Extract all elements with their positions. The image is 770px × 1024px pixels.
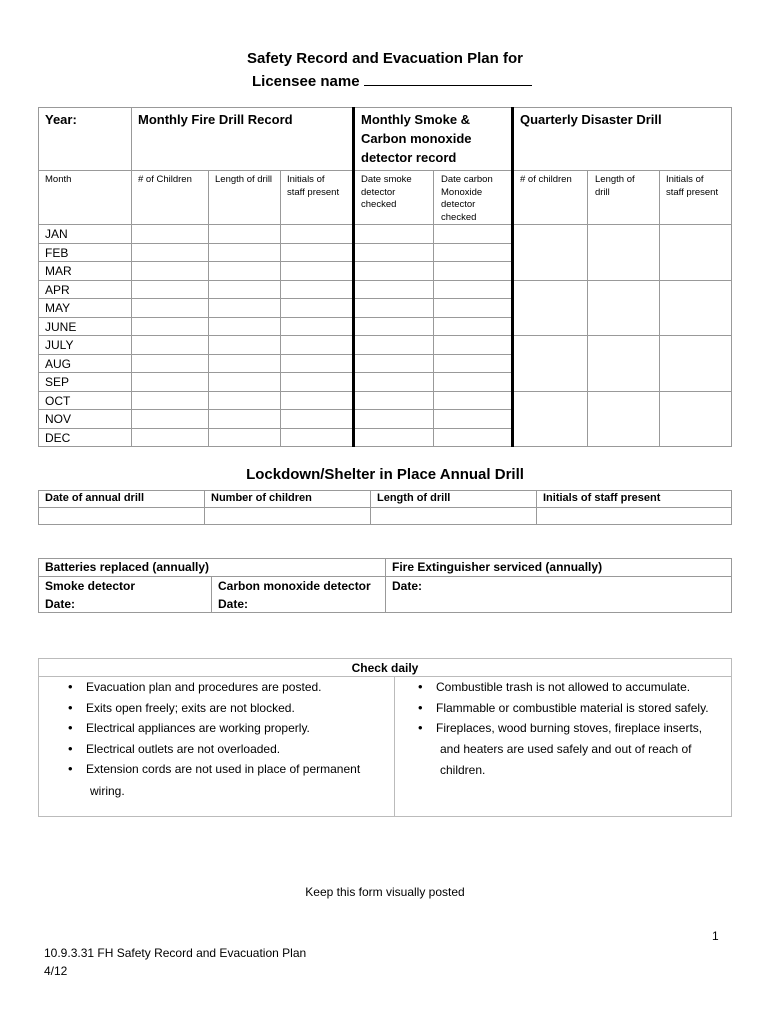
children-col-header: # of Children [138,174,192,185]
form-date: 4/12 [44,964,68,978]
month-nov: NOV [45,412,72,426]
disaster-header: Quarterly Disaster Drill [520,112,662,127]
month-col-header: Month [45,174,72,185]
lockdown-title: Lockdown/Shelter in Place Annual Drill [246,466,524,483]
q-children-col-header: # of children [520,174,572,185]
annual-drill-initials-header: Initials of staff present [543,492,661,504]
right-list-continuation: and heaters are used safely and out of reach of children. [440,742,692,777]
month-may: MAY [45,301,71,315]
month-june: JUNE [45,320,77,334]
posted-note: Keep this form visually posted [305,885,465,899]
page-title: Safety Record and Evacuation Plan for [247,50,523,67]
co-date-col-header: Date carbon Monoxide detector checked [441,174,493,223]
batteries-header: Batteries replaced (annually) [45,560,210,574]
q-length-col-header: Length of drill [595,174,635,198]
licensee-line [252,72,532,90]
q-initials-col-header: Initials of staff present [666,174,719,198]
month-feb: FEB [45,246,69,260]
list-item: • Extension cords are not used in place of permanent [64,759,360,780]
list-item: • Flammable or combustible material is stored safely. [414,698,709,719]
month-july: JULY [45,338,74,352]
month-sep: SEP [45,375,70,389]
smoke-date-label: Date: [45,597,76,611]
list-item: • Electrical outlets are not overloaded. [64,739,360,760]
smoke-date-col-header: Date smoke detector checked [361,174,412,210]
initials-col-header: Initials of staff present [287,174,340,198]
licensee-label: Licensee name [252,73,360,90]
list-item: • Exits open freely; exits are not blocked. [64,698,360,719]
smoke-detector-label: Smoke detector [45,579,136,593]
licensee-name-blank[interactable] [364,72,532,86]
check-daily-right-list [414,677,709,739]
list-item: • Fireplaces, wood burning stoves, fireplace inserts, [414,718,709,739]
form-id: 10.9.3.31 FH Safety Record and Evacuation Plan [44,946,307,960]
extinguisher-header: Fire Extinguisher serviced (annually) [392,560,603,574]
month-jan: JAN [45,227,68,241]
list-item: • Electrical appliances are working properly. [64,718,360,739]
month-apr: APR [45,283,70,297]
month-dec: DEC [45,431,71,445]
month-oct: OCT [45,394,71,408]
year-label: Year: [45,112,77,127]
co-date-label: Date: [218,597,249,611]
list-item: • Evacuation plan and procedures are posted. [64,677,360,698]
smoke-header-3: detector record [361,150,457,165]
month-mar: MAR [45,264,72,278]
smoke-header-2: Carbon monoxide [361,131,472,146]
left-list-continuation: wiring. [90,784,125,798]
annual-drill-children-header: Number of children [211,492,312,504]
extinguisher-date-label: Date: [392,579,423,593]
check-daily-header: Check daily [351,661,419,675]
list-item: • Combustible trash is not allowed to accumulate. [414,677,709,698]
annual-drill-length-header: Length of drill [377,492,451,504]
page-number: 1 [712,929,719,943]
annual-drill-date-header: Date of annual drill [45,492,145,504]
month-aug: AUG [45,357,72,371]
check-daily-left-list [64,677,360,780]
smoke-header-1: Monthly Smoke & [361,112,471,127]
length-col-header: Length of drill [215,174,273,185]
fire-drill-header: Monthly Fire Drill Record [138,112,293,127]
co-detector-label: Carbon monoxide detector [218,579,371,593]
